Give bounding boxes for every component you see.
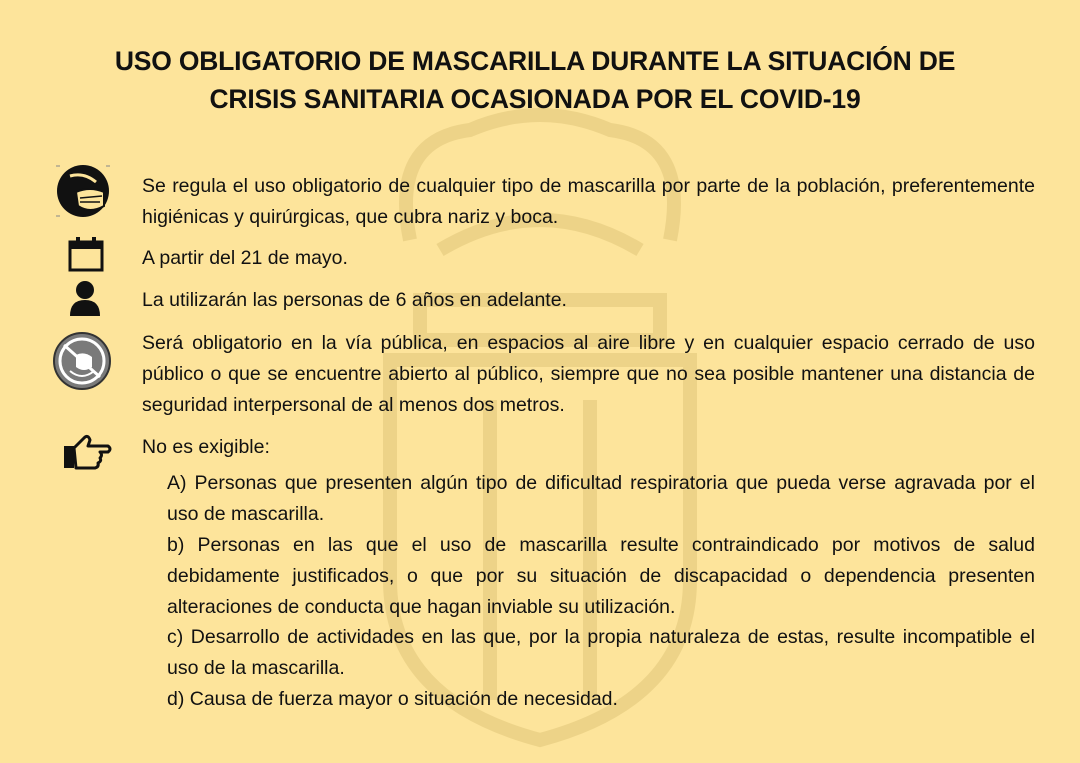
item-exemptions-heading: No es exigible: (142, 436, 270, 458)
exception-d: d) Causa de fuerza mayor o situación de necesidad. (167, 688, 618, 710)
item-obligation-text: Será obligatorio en la vía pública, en espacios al aire libre y en cualquier espacio cerrado de uso público o que se encuentre abierto al público, siempre que no sea posible mantener una distancia de seguridad interpersonal de al menos dos metros. (142, 332, 1035, 416)
item-date-text: A partir del 21 de mayo. (142, 247, 348, 269)
calendar-icon (68, 236, 104, 272)
mask-face-icon (50, 162, 116, 220)
item-mask-text: Se regula el uso obligatorio de cualquier tipo de mascarilla por parte de la población, preferentemente higiénicas y quirúrgicas, que cubra nariz y boca. (142, 175, 1035, 228)
item-age-text: La utilizarán las personas de 6 años en adelante. (142, 289, 567, 311)
public-space-mask-icon (52, 331, 112, 391)
exception-a: A) Personas que presenten algún tipo de dificultad respiratoria que pueda verse agravada por el uso de mascarilla. (167, 472, 1035, 525)
title-line-1: USO OBLIGATORIO DE MASCARILLA DURANTE LA SITUACIÓN DE (114, 46, 956, 76)
exception-b: b) Personas en las que el uso de mascarilla resulte contraindicado por motivos de salud debidamente justificados, o que por su situación de discapacidad o dependencia presenten alteraciones de conducta que hagan inviable su utilización. (167, 534, 1035, 618)
page-title (0, 42, 1070, 118)
exception-c: c) Desarrollo de actividades en las que, por la propia naturaleza de estas, resulte incompatible el uso de la mascarilla. (167, 626, 1035, 679)
pointing-hand-icon (60, 432, 112, 472)
person-icon (68, 280, 102, 318)
title-line-2: CRISIS SANITARIA OCASIONADA POR EL COVID-19 (209, 84, 861, 114)
